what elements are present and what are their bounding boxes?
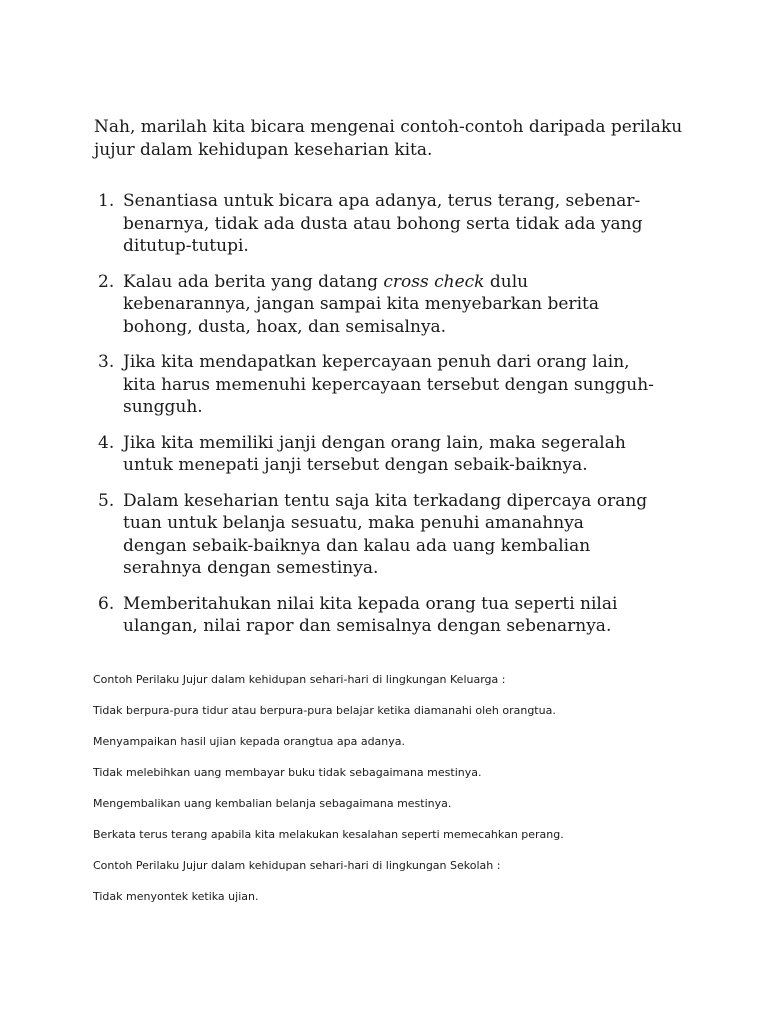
list-line: kebenarannya, jangan sampai kita menyebarkan berita	[123, 294, 599, 314]
list-number: 3.	[98, 352, 115, 372]
list-item	[94, 593, 694, 638]
list-line: Jika kita mendapatkan kepercayaan penuh dari orang lain,	[123, 352, 630, 372]
list-line: Jika kita memiliki janji dengan orang lain, maka segeralah	[123, 432, 626, 453]
note-line: Tidak menyontek ketika ujian.	[93, 890, 259, 903]
list-line: benarnya, tidak ada dusta atau bohong serta tidak ada yang	[123, 213, 643, 234]
list-line: tuan untuk belanja sesuatu, maka penuhi amanahnya	[123, 513, 584, 533]
list-line: ulangan, nilai rapor dan semisalnya dengan sebenarnya.	[123, 616, 612, 636]
list-item	[94, 271, 694, 339]
notes-section	[93, 673, 693, 921]
section-heading-family: Contoh Perilaku Jujur dalam kehidupan sehari-hari di lingkungan Keluarga :	[93, 673, 506, 686]
list-number: 5.	[98, 490, 115, 511]
list-line: untuk menepati janji tersebut dengan sebaik-baiknya.	[123, 455, 588, 475]
list-text-segment: dulu	[484, 271, 529, 292]
note-line: Tidak berpura-pura tidur atau berpura-pura belajar ketika diamanahi oleh orangtua.	[93, 704, 556, 717]
list-number: 4.	[98, 432, 115, 453]
list-item	[94, 432, 694, 477]
list-number: 1.	[98, 191, 115, 211]
note-line: Berkata terus terang apabila kita melakukan kesalahan seperti memecahkan perang.	[93, 828, 564, 841]
honest-behavior-list	[94, 190, 694, 651]
list-line: sungguh.	[123, 397, 203, 417]
list-line	[123, 271, 694, 294]
list-line: bohong, dusta, hoax, dan semisalnya.	[123, 316, 447, 337]
list-item	[94, 190, 694, 258]
list-number: 2.	[98, 271, 115, 292]
list-line: dengan sebaik-baiknya dan kalau ada uang kembalian	[123, 535, 591, 556]
section-heading-school: Contoh Perilaku Jujur dalam kehidupan sehari-hari di lingkungan Sekolah :	[93, 859, 501, 872]
list-item	[94, 490, 694, 580]
list-number: 6.	[98, 593, 115, 614]
emphasized-term: cross check	[383, 271, 485, 292]
list-item	[94, 351, 694, 419]
list-line: Memberitahukan nilai kita kepada orang tua seperti nilai	[123, 593, 618, 614]
list-text-segment: Kalau ada berita yang datang	[123, 271, 384, 292]
note-line: Tidak melebihkan uang membayar buku tidak sebagaimana mestinya.	[93, 766, 482, 779]
list-line: kita harus memenuhi kepercayaan tersebut dengan sungguh-	[123, 374, 654, 395]
list-line: Dalam keseharian tentu saja kita terkadang dipercaya orang	[123, 490, 648, 511]
list-line: ditutup-tutupi.	[123, 236, 249, 256]
intro-paragraph: Nah, marilah kita bicara mengenai contoh-contoh daripada perilaku jujur dalam kehidupan keseharian kita.	[94, 117, 683, 160]
note-line: Menyampaikan hasil ujian kepada orangtua apa adanya.	[93, 735, 406, 748]
note-line: Mengembalikan uang kembalian belanja sebagaimana mestinya.	[93, 797, 452, 810]
list-line: serahnya dengan semestinya.	[123, 558, 379, 578]
list-line: Senantiasa untuk bicara apa adanya, terus terang, sebenar-	[123, 191, 641, 211]
